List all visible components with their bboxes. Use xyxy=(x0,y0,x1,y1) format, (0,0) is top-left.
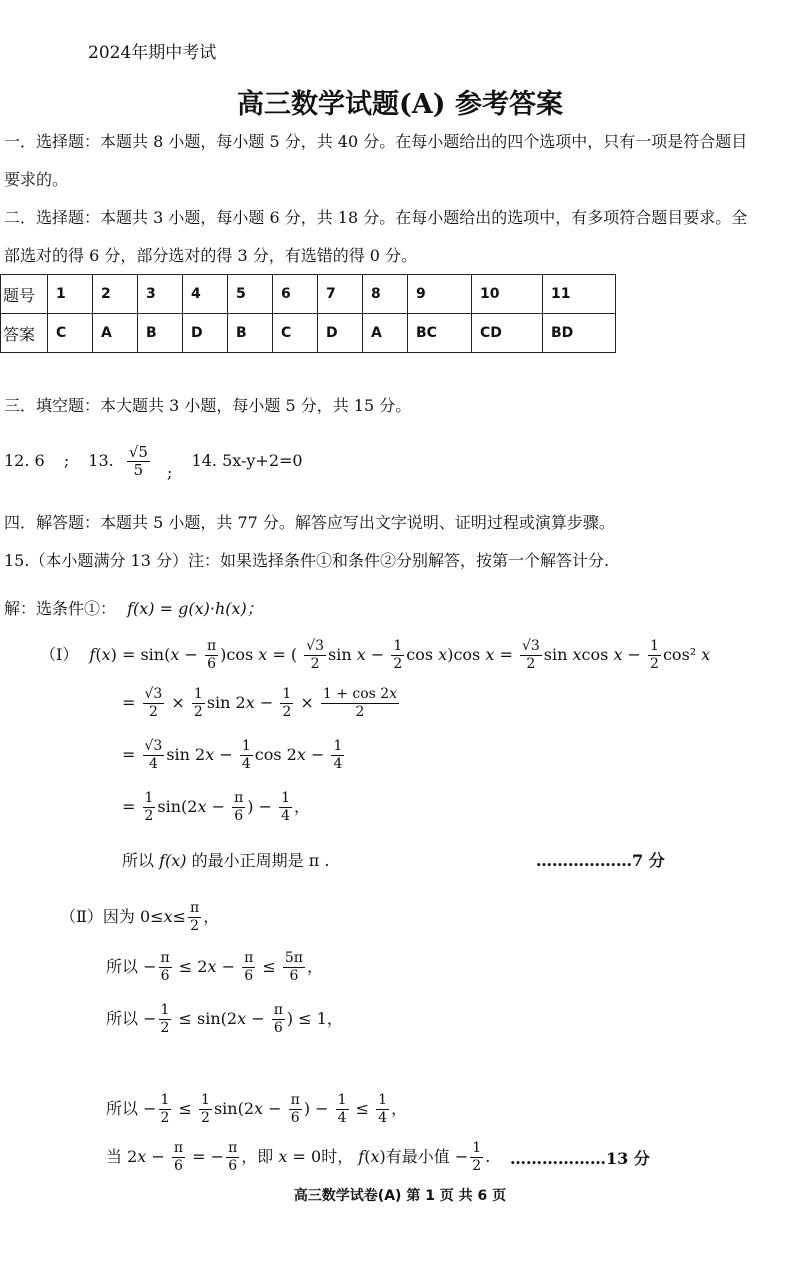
answer-cell: B xyxy=(228,314,273,353)
part2-line1: （Ⅱ）因为 0≤x≤ $\frac{\pi}{2}$ ， xyxy=(60,900,220,934)
exam-label: 2024年期中考试 xyxy=(88,43,217,63)
section2-line2: 部选对的得 6 分，部分选对的得 3 分，有选错的得 0 分。 xyxy=(4,246,418,265)
part1-line4: = $\frac{1}{2}$ sin(2x − $\frac{\pi}{6}$ ) − $\frac{1}{4}$ ， xyxy=(122,790,311,824)
question-cell: 9 xyxy=(408,275,472,314)
question-row xyxy=(1,275,616,314)
part2-line4: 所以 − $\frac{1}{2}$ ≤ $\frac{1}{2}$ sin(2x − $\frac{\pi}{6}$ ) − $\frac{1}{4}$ ≤ $\frac{1}{4}$ ， xyxy=(106,1092,408,1126)
answer-14: 14. 5x-y+2=0 xyxy=(191,451,303,470)
section2-line1: 二．选择题：本题共 3 小题，每小题 6 分，共 18 分。在每小题给出的选项中，有多项符合题目要求。全 xyxy=(4,208,748,227)
question-cell: 8 xyxy=(363,275,408,314)
question-cell: 11 xyxy=(543,275,616,314)
question-row-label: 题号 xyxy=(1,275,48,314)
question-cell: 6 xyxy=(273,275,318,314)
answer-cell: C xyxy=(48,314,93,353)
section1-line2: 要求的。 xyxy=(4,170,69,189)
answer-table xyxy=(0,274,616,353)
answer-cell: B xyxy=(138,314,183,353)
part1-score: ………………7 分 xyxy=(536,851,665,870)
part2-line3: 所以 − $\frac{1}{2}$ ≤ sin(2x − $\frac{\pi}{6}$ ) ≤ 1， xyxy=(106,1002,343,1036)
answer-12: 12. 6 xyxy=(4,451,45,470)
condition-formula: f(x) = g(x)·h(x)； xyxy=(127,599,263,618)
answer-cell: BD xyxy=(543,314,616,353)
part1-conclusion: 所以 f(x) 的最小正周期是 π . xyxy=(122,851,330,870)
fill-blank-answers: 12. 6 ; 13. $\frac{√5}{5}$ ; 14. 5x-y+2=0 xyxy=(4,443,303,482)
answer-cell: BC xyxy=(408,314,472,353)
page-footer: 高三数学试卷(A) 第 1 页 共 6 页 xyxy=(293,1188,507,1204)
part1-label: （Ⅰ） xyxy=(40,645,79,664)
answer-cell: CD xyxy=(472,314,543,353)
question-cell: 7 xyxy=(318,275,363,314)
part2-line2: 所以 − $\frac{\pi}{6}$ ≤ 2x − $\frac{\pi}{6}$ ≤ $\frac{5\pi}{6}$ ， xyxy=(106,950,323,984)
q15-title: 15.（本小题满分 13 分）注：如果选择条件①和条件②分别解答，按第一个解答计分. xyxy=(4,551,610,570)
part2-score: ………………13 分 xyxy=(510,1149,650,1168)
question-cell: 3 xyxy=(138,275,183,314)
answer-cell: A xyxy=(93,314,138,353)
part2-line5: 当 2x − $\frac{\pi}{6}$ = − $\frac{\pi}{6}$ ，即 x = 0时， f(x)有最小值 − $\frac{1}{2}$ . xyxy=(106,1140,491,1174)
answer-row-label: 答案 xyxy=(1,314,48,353)
question-cell: 10 xyxy=(472,275,543,314)
answer-13-fraction: $\frac{√5}{5}$ xyxy=(128,443,148,479)
section3-heading: 三．填空题：本大题共 3 小题，每小题 5 分，共 15 分。 xyxy=(4,396,412,415)
section4-heading: 四．解答题：本题共 5 小题，共 77 分。解答应写出文字说明、证明过程或演算步骤。 xyxy=(4,513,615,532)
section1-line1: 一．选择题：本题共 8 小题，每小题 5 分，共 40 分。在每小题给出的四个选项中，只有一项是符合题目 xyxy=(4,132,748,151)
answer-cell: D xyxy=(318,314,363,353)
part1-line1: （Ⅰ） f(x) = sin(x − $\frac{\pi}{6}$ )cos x = ( $\frac{√3}{2}$ sin x − $\frac{1}{2}$ cos x)cos x = $\frac{√3}{2}$ sin xcos x − $\frac{1}{2}$ cos² x xyxy=(40,638,711,672)
answer-cell: A xyxy=(363,314,408,353)
solution-intro: 解：选条件①： f(x) = g(x)·h(x)； xyxy=(4,599,263,618)
question-cell: 5 xyxy=(228,275,273,314)
answer-cell: C xyxy=(273,314,318,353)
answer-13-label: 13. xyxy=(88,451,114,470)
answer-cell: D xyxy=(183,314,228,353)
part1-line2: = $\frac{√3}{2}$ × $\frac{1}{2}$ sin 2x − $\frac{1}{2}$ × $\frac{1 + \cos 2x}{2}$ xyxy=(122,686,398,720)
question-cell: 2 xyxy=(93,275,138,314)
part1-line3: = $\frac{√3}{4}$ sin 2x − $\frac{1}{4}$ cos 2x − $\frac{1}{4}$ xyxy=(122,738,343,772)
page-title: 高三数学试题(A) 参考答案 xyxy=(237,89,563,120)
question-cell: 4 xyxy=(183,275,228,314)
question-cell: 1 xyxy=(48,275,93,314)
part2-label: （Ⅱ） xyxy=(60,907,103,926)
answer-row xyxy=(1,314,616,353)
